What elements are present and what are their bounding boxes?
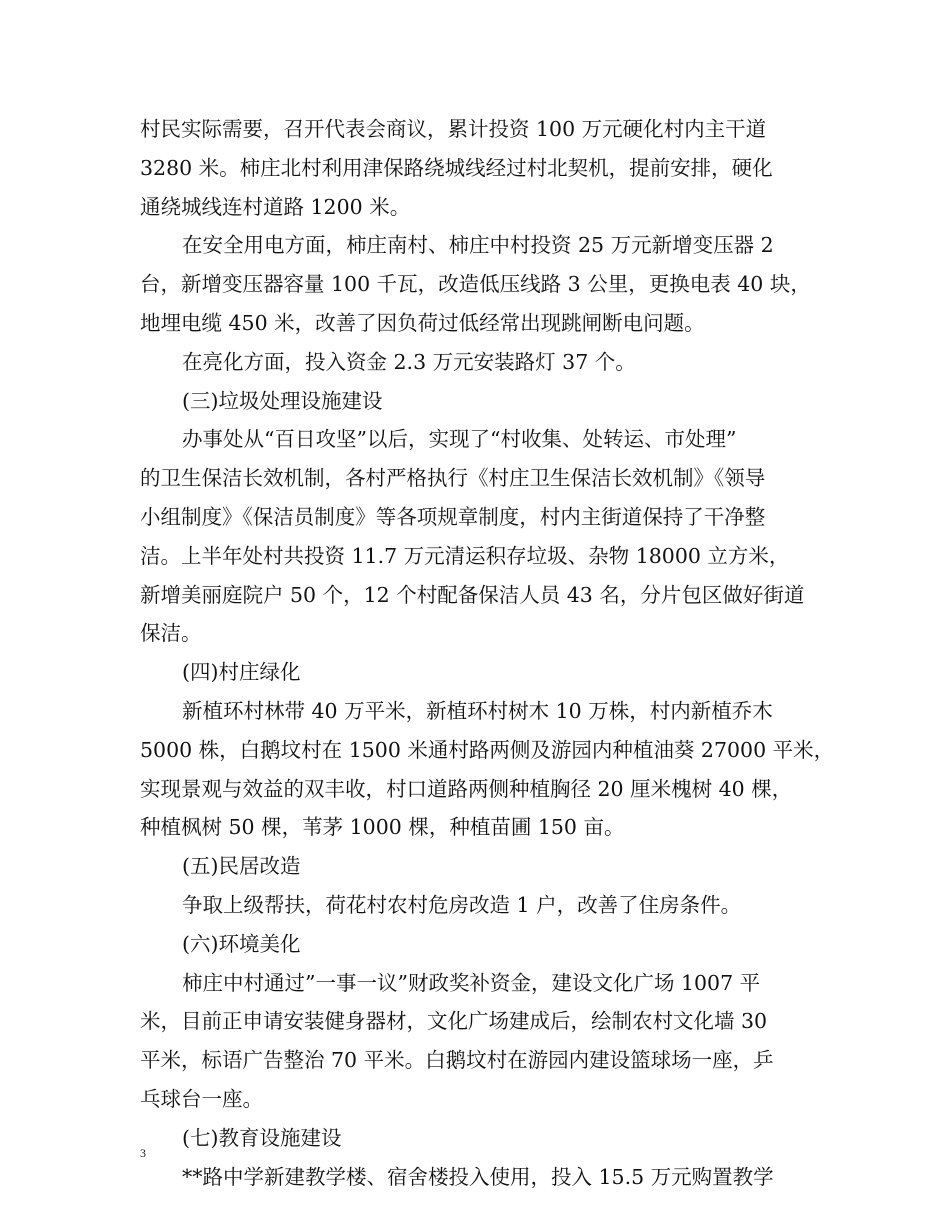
section-heading-3: (三)垃圾处理设施建设 [182,388,383,413]
text-line: 通绕城线连村道路 1200 米。 [140,194,411,219]
text-line: 5000 株，白鹅坟村在 1500 米通村路两侧及游园内种植油葵 27000 平米， [140,737,835,762]
text-line: 3280 米。柿庄北村利用津保路绕城线经过村北契机，提前安排，硬化 [140,155,773,180]
section-heading-4: (四)村庄绿化 [182,660,301,685]
text-line: 种植枫树 50 棵，苇茅 1000 棵，种植苗圃 150 亩。 [140,815,625,840]
text-line: 村民实际需要，召开代表会商议，累计投资 100 万元硬化村内主干道 [140,117,767,141]
paragraph-start: 新植环村林带 40 万平米，新植环村树木 10 万株，村内新植乔木 [182,698,773,723]
text-line: 新增美丽庭院户 50 个，12 个村配备保洁人员 43 名，分片包区做好街道 [140,582,805,607]
paragraph-start: 争取上级帮扶，荷花村农村危房改造 1 户，改善了住房条件。 [182,892,742,917]
paragraph-start: 柿庄中村通过”一事一议”财政奖补资金，建设文化广场 1007 平 [182,970,761,995]
text-line: 洁。上半年处村共投资 11.7 万元清运积存垃圾、杂物 18000 立方米， [140,543,790,568]
page-number: 3 [140,1146,146,1160]
text-line: 的卫生保洁长效机制，各村严格执行《村庄卫生保洁长效机制》《领导 [140,466,766,491]
text-line: 乓球台一座。 [140,1086,263,1111]
section-heading-7: (七)教育设施建设 [182,1125,342,1150]
section-heading-6: (六)环境美化 [182,931,301,956]
text-line: 实现景观与效益的双丰收，村口道路两侧种植胸径 20 厘米槐树 40 棵， [140,776,793,801]
paragraph-start: 办事处从“百日攻坚”以后，实现了“村收集、处转运、市处理” [182,427,737,452]
text-line: 平米，标语广告整治 70 平米。白鹅坟村在游园内建设篮球场一座，乒 [140,1048,774,1073]
text-line: 地埋电缆 450 米，改善了因负荷过低经常出现跳闸断电问题。 [140,310,705,335]
text-line: 小组制度》《保洁员制度》等各项规章制度，村内主街道保持了干净整 [140,504,766,529]
text-line: 米，目前正申请安装健身器材，文化广场建成后，绘制农村文化墙 30 [140,1009,768,1034]
section-heading-5: (五)民居改造 [182,854,301,879]
text-line: 保洁。 [140,621,202,646]
paragraph-start: **路中学新建教学楼、宿舍楼投入使用，投入 15.5 万元购置教学 [182,1164,774,1189]
paragraph-start: 在亮化方面，投入资金 2.3 万元安装路灯 37 个。 [182,349,636,374]
text-line: 台，新增变压器容量 100 千瓦，改造低压线路 3 公里，更换电表 40 块， [140,272,811,297]
paragraph-start: 在安全用电方面，柿庄南村、柿庄中村投资 25 万元新增变压器 2 [182,233,774,258]
document-body [140,110,835,1196]
